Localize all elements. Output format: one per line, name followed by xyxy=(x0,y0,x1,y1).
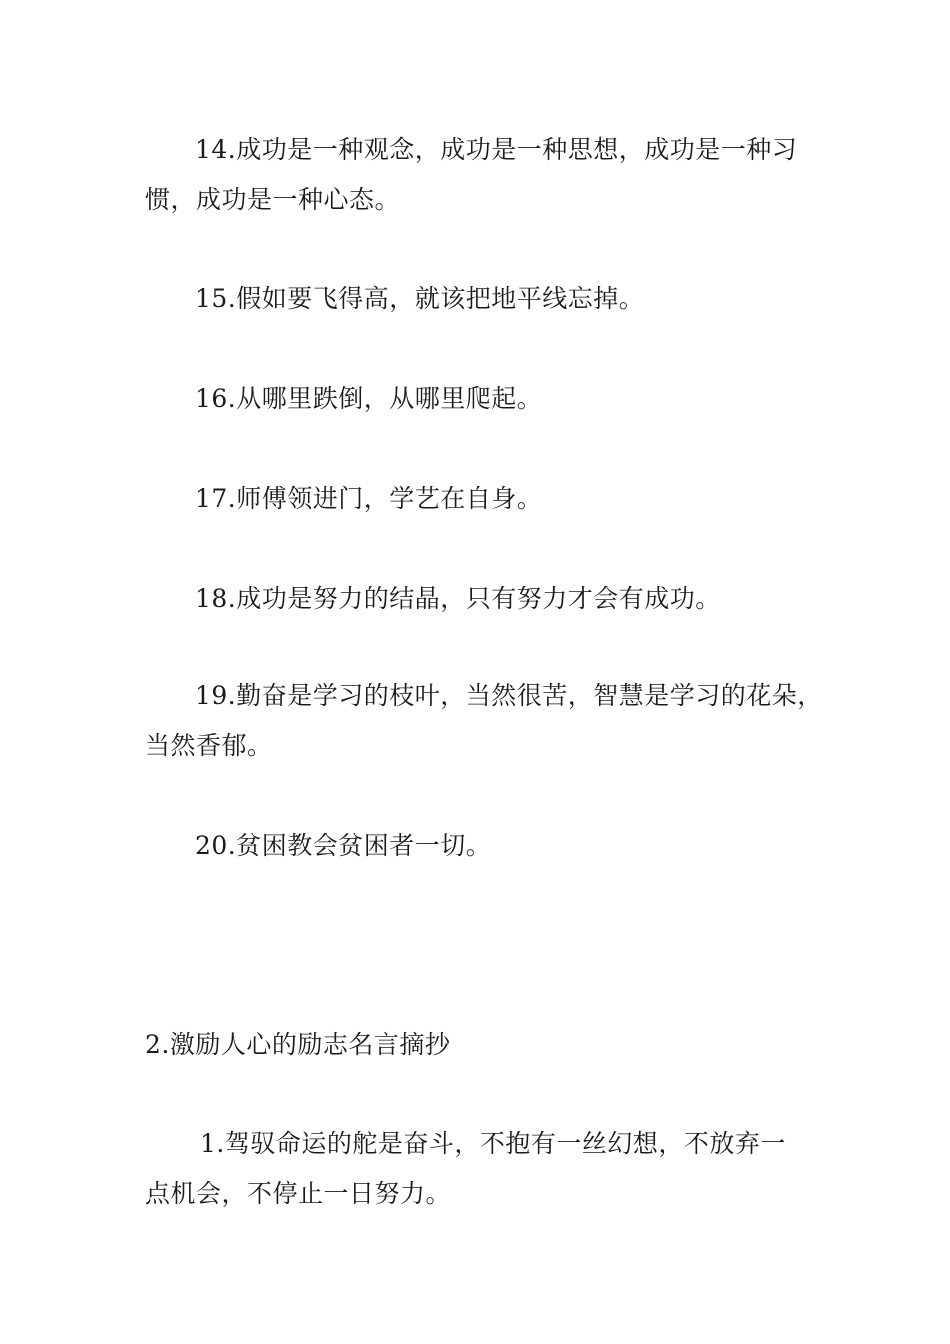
paragraph-20: 20.贫困教会贫困者一切。 xyxy=(195,831,492,860)
section-paragraph-1-line-1: 1.驾驭命运的舵是奋斗，不抱有一丝幻想，不放弃一 xyxy=(200,1129,786,1158)
paragraph-14-line-2: 惯，成功是一种心态。 xyxy=(145,185,401,214)
paragraph-19-line-2: 当然香郁。 xyxy=(145,731,273,760)
paragraph-17: 17.师傅领进门，学艺在自身。 xyxy=(195,484,543,513)
paragraph-18: 18.成功是努力的结晶，只有努力才会有成功。 xyxy=(195,584,721,613)
paragraph-14-line-1: 14.成功是一种观念，成功是一种思想，成功是一种习 xyxy=(195,135,798,164)
section-heading: 2.激励人心的励志名言摘抄 xyxy=(145,1030,451,1059)
paragraph-15: 15.假如要飞得高，就该把地平线忘掉。 xyxy=(195,284,645,313)
paragraph-16: 16.从哪里跌倒，从哪里爬起。 xyxy=(195,384,543,413)
section-paragraph-1-line-2: 点机会，不停止一日努力。 xyxy=(145,1179,452,1208)
paragraph-19-line-1: 19.勤奋是学习的枝叶，当然很苦，智慧是学习的花朵， xyxy=(195,681,823,710)
